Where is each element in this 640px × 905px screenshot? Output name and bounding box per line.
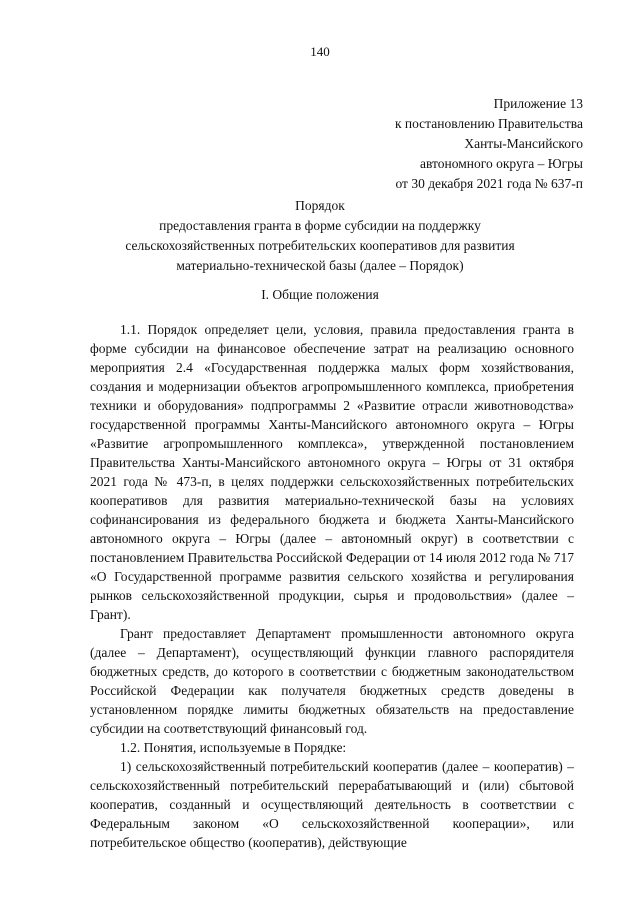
title-line: Порядок xyxy=(295,198,345,213)
paragraph: 1) сельскохозяйственный потребительский кооператив (далее – кооператив) – сельскохозяйственный потребительский перерабатывающий и (или) сбытовой кооператив, созданный и осуществляющий деятельность в соответствии с Федеральным законом «О сельскохозяйственной кооперации», или потребительское общество (кооператив), действующие xyxy=(90,759,574,850)
appendix-line: автономного округа – Югры xyxy=(420,156,583,171)
title-line: предоставления гранта в форме субсидии на поддержку xyxy=(159,218,481,233)
document-body xyxy=(90,320,574,852)
document-title xyxy=(0,196,640,276)
title-line: материально-технической базы (далее – Порядок) xyxy=(176,258,464,273)
appendix-line: Ханты-Мансийского xyxy=(464,136,583,151)
paragraph: 1.1. Порядок определяет цели, условия, правила предоставления гранта в форме субсидии на финансовое обеспечение затрат на реализацию основного мероприятия 2.4 «Государственная поддержка малых форм хозяйствования, создания и модернизации объектов агропромышленного комплекса, приобретения техники и оборудования» подпрограммы 2 «Развитие отрасли животноводства» государственной программы Ханты-Мансийского автономного округа – Югры «Развитие агропромышленного комплекса», утвержденной постановлением Правительства Ханты-Мансийского автономного округа – Югры от 31 октября 2021 года № 473-п, в целях поддержки сельскохозяйственных потребительских кооперативов для развития материально-технической базы на условиях софинансирования из федерального бюджета и бюджета Ханты-Мансийского автономного округа – Югры (далее – автономный округ) в соответствии с постановлением Правительства Российской Федерации от 14 июля 2012 года № 717 «О Государственной программе развития сельского хозяйства и регулирования рынков сельскохозяйственной продукции, сырья и продовольствия» (далее – Грант). xyxy=(90,322,574,622)
appendix-line: к постановлению Правительства xyxy=(394,116,583,131)
appendix-line: от 30 декабря 2021 года № 637-п xyxy=(395,176,583,191)
paragraph: Грант предоставляет Департамент промышленности автономного округа (далее – Департамент), осуществляющий функции главного распорядителя бюджетных средств, до которого в соответствии с бюджетным законодательством Российской Федерации как получателя бюджетных средств доведены в установленном порядке лимиты бюджетных обязательств на предоставление субсидии на соответствующий финансовый год. xyxy=(90,626,574,736)
appendix-block xyxy=(395,94,583,194)
section-heading: I. Общие положения xyxy=(261,287,379,302)
appendix-line: Приложение 13 xyxy=(493,96,583,111)
page-number: 140 xyxy=(310,44,330,59)
paragraph: 1.2. Понятия, используемые в Порядке: xyxy=(120,740,347,755)
title-line: сельскохозяйственных потребительских кооперативов для развития xyxy=(125,238,515,253)
